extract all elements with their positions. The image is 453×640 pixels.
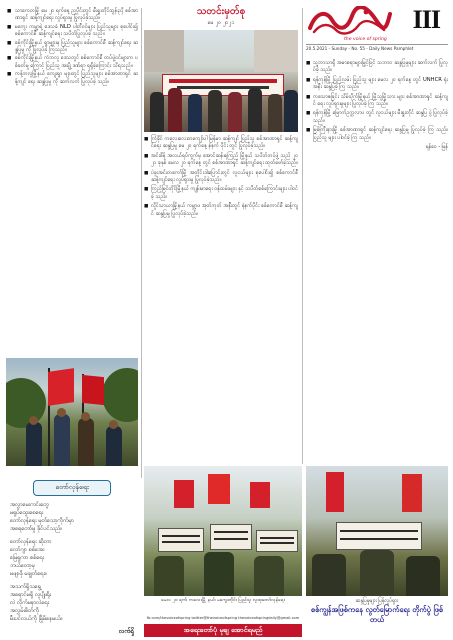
list-item: ■ သာကေတမြို့ မေ ၂၀ ရက်နေ့ ညပိုင်းတွင် မီးရှူးတိုင်ထွန်းညှိ စစ်အာဏာရှင် ဆန့်ကျင်ရေး လှုပ်ရှားမှု ပြုလုပ်ခဲ့သည်။ [15,8,138,23]
news-paragraph: ■ ကြံခိုင် ကလေးလေးတကျော်ပါ မြန်မာ ဆန့်ကျင် ပြည်သူ စစ်အာဏာရှင် ဆန့်ကျင်ရေး ဆန္ဒပြမှု မေ ၂၀ ရက်နေ့ နံနက် ပိုင်း တွင် ပြုလုပ်ခဲ့သည်။ [144,136,298,151]
poem-line: လော်ဂျာ စစ်အေး [10,547,45,553]
footer-contact: fb.com/thevoiceofspring twitter@thevoiceofspring thevoiceofspringdaily@gmail.com [146,616,300,620]
spring-logo [306,6,392,36]
quote-text: စစ်ကျွန်အဖြစ်ကနေ လွတ်မြောက်ရေး တိုက်ပွဲ ဖြစ်တယ် [310,605,444,624]
poem-box [6,480,138,635]
list-item: ■ စစ်ကိုင်းမြို့နယ် ရွာများမှ ပြည်သူများ စစ်ကောင်စီ ဆန့်ကျင်ရေး ဆန္ဒပြမှု ကို ပြုလုပ်ခဲ့ ကြသည်။ [15,40,138,55]
bottom-right-photo [306,466,448,596]
column-divider [302,8,303,464]
issue-number: III [412,5,440,34]
poem-line: မြေရှုကာ စစ်ရေး [10,555,45,561]
news-paragraph: ■ လှိုင်သာယာမြို့နယ် ကမ္ဘာ့ဖ အုတ်ကုတ် အနီးတွင် နံနက်ပိုင်း စစ်ကောင်စီ ဆန့်ကျင် ဆန္ဒပြမှု ပြုလုပ်ခဲ့သည်။ [144,203,298,218]
main-protest-photo [144,30,298,132]
masthead [306,6,448,50]
poem-line: အလွှမ်းစိတ်ကို [10,608,40,614]
list-item: ■ မကွေး ကမ္ဘာ့ရဲ့ ဒေသခံ NLD ပါတီဝင်များ ပြည်သူများ စုပေါင်း၍ စစ်ကောင်စီ ဆန့်ကျင်ရေး သပိတ်ပြုလုပ်ခဲ့ သည်။ [15,24,138,39]
poem-line: အသက်ရှိသရွေ့ [10,584,41,590]
column-divider [141,8,142,478]
poem-line: အလွှာမေးကင်းတွေ [10,502,49,508]
left-column [6,8,138,87]
news-paragraph: ■ အင်းစိန် အလယ်ရပ်ကွက်မှ အောင်ဆန်းစုကြည် မြို့နယ် သပိတ်တပ်ဖွဲ့ သည် ၂၀၂၁ ခုနှစ် မေလ ၂၀ ရက်နေ့ တွင် စစ်အာဏာရှင် ဆန့်ကျင်ရေး ထုတ်ဖော်ခဲ့သည်။ [144,153,298,168]
photo-caption: မေလ ၂၀ ရက်၊ ကလေးမြို့ နယ်၊ မကွေးတိုင်း ပြည်သူ လူထုတော်လှန်ရေး [161,598,285,603]
news-paragraph: ■ သူ့ဘာသာရှိ အမာစရာများမြှင့်ပြင် သဘာဝ ဆန္ဒပြမှုများ ဆက်လက် ပြုလုပ်ခဲ့ သည်။ [306,60,448,75]
issue-date: မေ ၂၀ ၂၀၂၁ [207,20,235,26]
news-paragraph: ■ ကသောဇခြင်း သိမ်းပိုက်မြို့နယ် မြို့သူမြို့သား များ စစ်အာဏာရှင် ဆန့်ကျင် ရေး လှုပ်ရှားမှုများ ပြုလုပ်ခဲ့ ကြ သည်။ [306,94,448,109]
middle-news-text [144,136,298,218]
poem-line: အရေတော်မှု ခိုင်ပင်သည်။ [10,526,63,532]
quote-box [306,598,448,624]
poem-line: အရောင်မရှိ လူပျိုးရိုး [10,592,52,598]
news-paragraph: ■ မြစ်ကြီးနားမြို့ စစ်အာဏာရှင် ဆန့်ကျင်ရေး ဆန္ဒပြမှု ပြုလုပ်ခဲ့ ကြ သည်။ ပြည်သူ များ ပါဝင်ခဲ့ ကြ သည်။ [306,127,448,142]
left-protest-photo [6,358,138,466]
masthead-info: 20.5.2021 - Sunday - No. 55 - Daily News Pamphlet [306,44,448,51]
news-paragraph: ■ ကြည့်မြင်တိုင်မြို့နယ် ကျန်းမာရေး ဝန်ထမ်းများ နှင့် သပိတ်စစ်ကြောင်းများ ပါဝင်ခဲ့ သည်။ [144,186,298,201]
news-paragraph: ■ ရန်ကုန်မြို့ မြောက်ဥက္ကလာပ တွင် လူငယ်များ မီးရှူးတိုင် ဆန္ဒပြ ပွဲ ပြုလုပ်ခဲ့ သည်။ [306,110,448,125]
poem-line: တော်လှန်ရေး မုတ်သော့ကိုက်မှာ [10,518,74,524]
poem-line: တော်လှန်ရေး ဆိုတာ [10,539,52,545]
poem-title: တော်လှန်ရေး [33,480,111,496]
news-paragraph: ■ ရန်ကုန်မြို့ ပြည်လမ်း ပြည်သူ များ မေလ ၂၀ ရက်နေ့ တွင် UNHCR ရုံးအနီး ဆန္ဒပြခဲ့ ကြ သည်။ [306,77,448,92]
list-item: ■ စစ်ကိုင်းမြို့နယ် ကံဘလူ ဒေသတွင် စစ်ကောင်စီ တပ်ဖွဲ့ဝင်များက ပစ်ခတ်မှု ကြောင့် ပြည်သူ အချို့ ဒဏ်ရာ ရရှိခဲ့ကြောင်း သိရသည်။ [15,55,138,70]
middle-column [144,6,298,220]
news-credit: ရန်ဝေ - မြန် [425,144,448,151]
poem-stanza [10,583,138,623]
poem-line: မရှုပ်ထွေးစေရေး [10,510,44,516]
poem-line: မဖျာဖို မချွတ်ရေး။ [10,571,47,577]
page-title: သတင်းမှတ်စု [196,6,246,17]
news-paragraph: ■ ပဲခူးအင်းတကော်မြို့ အတိုင်းဒါးပြောင်းတွင် လူငယ်များ စုပေါင်း၍ စစ်ကောင်စီ ဆန့်ကျင်ရေး လှုပ်ရှားမှု ပြုလုပ်ခဲ့သည်။ [144,170,298,185]
footer-slogan: အရေးတော်ပုံ မုချ အောင်ရမည် [144,624,302,637]
right-column [306,6,448,151]
poem-line: ဘယ်တော့မှ [10,563,35,569]
left-news-list [6,8,138,86]
poem-stanza [10,501,138,533]
right-news-text [306,60,448,142]
list-item: ■ ကန့်ဘလူမြို့နယ် ကျေးရွာ များတွင် ပြည်သူများ စစ်အာဏာရှင် ဆန့်ကျင် ရေး ဆန္ဒပြမှု ကို ဆက်လက် ပြုလုပ်ခဲ့ သည်။ [15,71,138,86]
quote-label: ဆန္ဒပြမှုများ ပြန်လှုပ်ရှား [355,598,399,604]
poem-stanza [10,538,138,578]
bottom-protest-photo [144,466,302,596]
poem-author: လက်ရှိ [119,628,134,635]
poem-line: မီးပင်လယ်ကို မြိုမိနေမယ်။ [10,616,63,622]
poem-line: လဲ လိုက်မနာလဲရေး [10,600,50,606]
logo-tagline: the voice of spring [344,37,387,42]
